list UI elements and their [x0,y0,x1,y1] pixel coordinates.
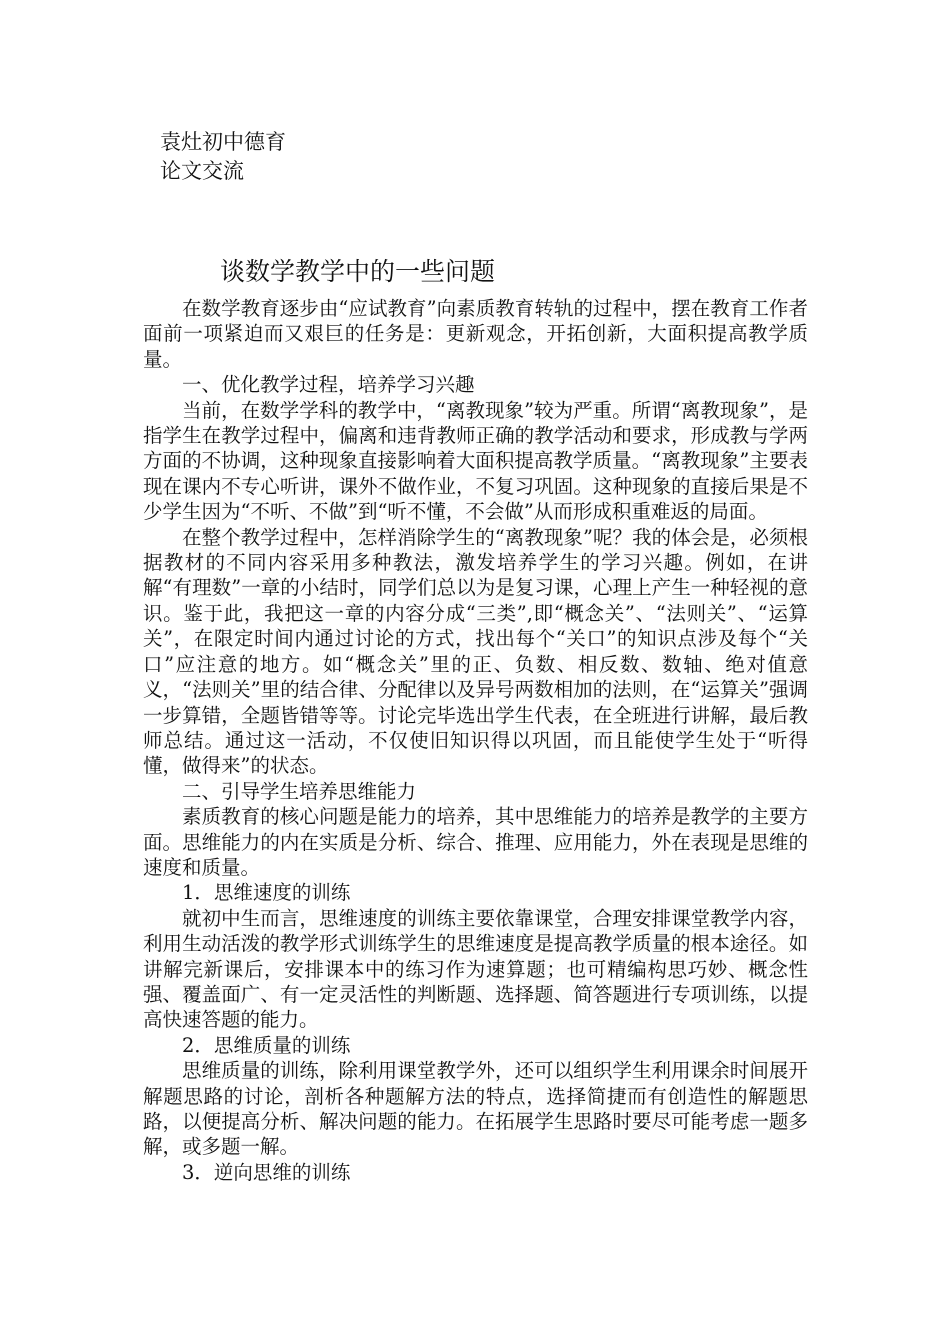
header-school: 袁灶初中德育 [160,130,286,154]
body-paragraph: 思维质量的训练，除利用课堂教学外，还可以组织学生利用课余时间展开解题思路的讨论，剖析各种题解方法的特点，选择简捷而有创造性的解题思路，以便提高分析、解决问题的能力。在拓展学生思路时要尽可能考虑一题多解，或多题一解。 [143,1059,808,1159]
article-title: 谈数学教学中的一些问题 [220,257,496,286]
header-subtitle: 论文交流 [160,159,244,183]
article-body [143,296,808,1185]
section-heading-2: 二、引导学生培养思维能力 [182,779,417,803]
body-paragraph: 就初中生而言，思维速度的训练主要依靠课堂，合理安排课堂教学内容，利用生动活泼的教学形式训练学生的思维速度是提高教学质量的根本途径。如讲解完新课后，安排课本中的练习作为速算题；也可精编构思巧妙、概念性强、覆盖面广、有一定灵活性的判断题、选择题、简答题进行专项训练，以提高快速答题的能力。 [143,906,808,1032]
subsection-heading-2: 2．思维质量的训练 [182,1033,351,1057]
body-paragraph: 当前，在数学学科的教学中，“离教现象”较为严重。所谓“离教现象”，是指学生在教学过程中，偏离和违背教师正确的教学活动和要求，形成教与学两方面的不协调，这种现象直接影响着大面积提高教学质量。“离教现象”主要表现在课内不专心听讲，课外不做作业，不复习巩固。这种现象的直接后果是不少学生因为“不听、不做”到“听不懂，不会做”从而形成积重难返的局面。 [143,398,808,524]
document-header [160,128,286,186]
body-paragraph: 在整个教学过程中，怎样消除学生的“离教现象”呢？我的体会是，必须根据教材的不同内容采用多种教法，激发培养学生的学习兴趣。例如，在讲解“有理数”一章的小结时，同学们总以为是复习课，心理上产生一种轻视的意识。鉴于此，我把这一章的内容分成“三类”,即“概念关”、“法则关”、“运算关”，在限定时间内通过讨论的方式，找出每个“关口”的知识点涉及每个“关口”应注意的地方。如“概念关”里的正、负数、相反数、数轴、绝对值意义，“法则关”里的结合律、分配律以及异号两数相加的法则，在“运算关”强调一步算错，全题皆错等等。讨论完毕选出学生代表，在全班进行讲解，最后教师总结。通过这一活动，不仅使旧知识得以巩固，而且能使学生处于“听得懂，做得来”的状态。 [143,525,808,778]
intro-paragraph: 在数学教育逐步由“应试教育”向素质教育转轨的过程中，摆在教育工作者面前一项紧迫而又艰巨的任务是：更新观念，开拓创新，大面积提高教学质量。 [143,297,808,371]
subsection-heading-1: 1．思维速度的训练 [182,881,351,905]
body-paragraph: 素质教育的核心问题是能力的培养，其中思维能力的培养是教学的主要方面。思维能力的内在实质是分析、综合、推理、应用能力，外在表现是思维的速度和质量。 [143,805,808,879]
subsection-heading-3: 3．逆向思维的训练 [182,1160,351,1184]
section-heading-1: 一、优化教学过程，培养学习兴趣 [182,373,475,397]
